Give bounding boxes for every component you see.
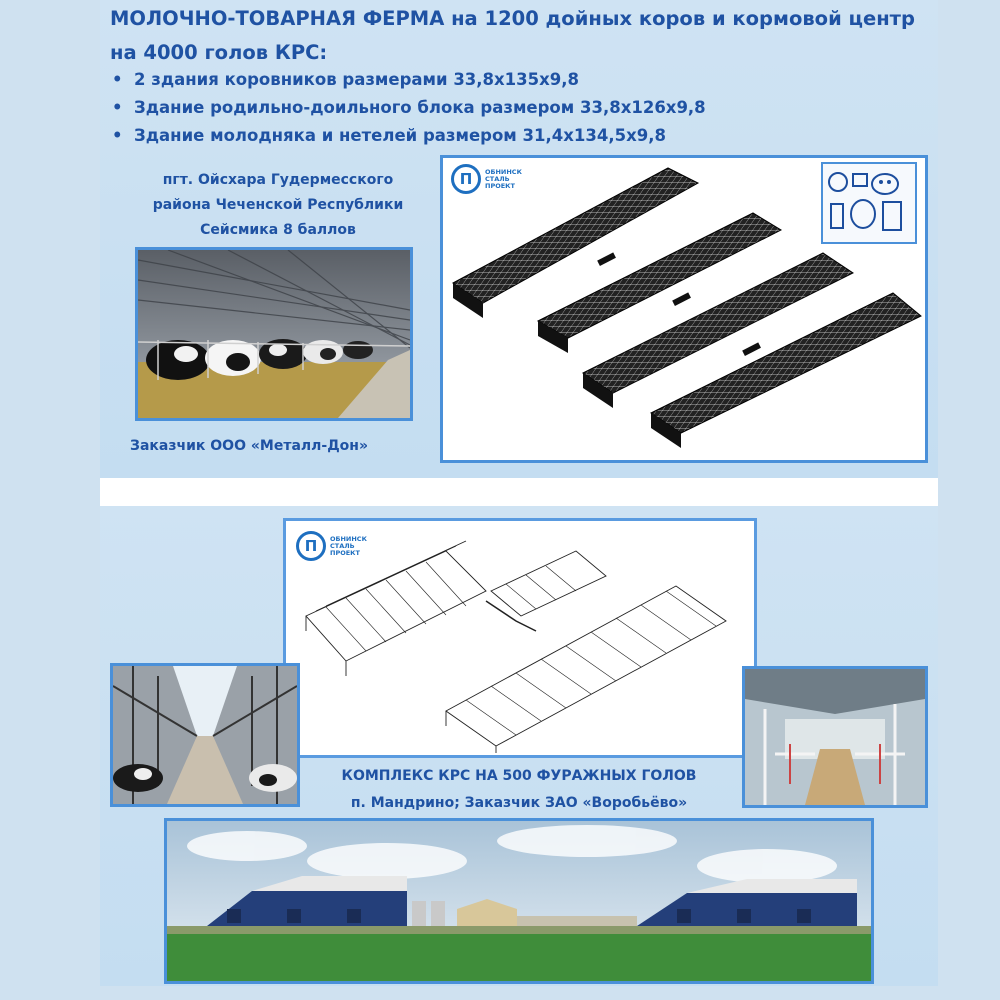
logo-text: ОБНИНСК СТАЛЬ ПРОЕКТ	[330, 534, 367, 557]
logo-icon: П	[451, 164, 481, 194]
list-item: • Здание родильно-доильного блока размером 33,8х126х9,8	[112, 98, 706, 117]
farm-exterior-photo	[164, 818, 874, 984]
caption-line-1: КОМПЛЕКС КРС НА 500 ФУРАЖНЫХ ГОЛОВ	[341, 768, 697, 784]
cow-barn-photo	[135, 247, 413, 421]
logo-icon: П	[296, 531, 326, 561]
location-text: пгт. Ойсхара Гудермесского района Чеченской Республики Сейсмика 8 баллов	[152, 172, 404, 238]
building-list	[112, 66, 706, 150]
customer-text: Заказчик ООО «Металл-Дон»	[130, 438, 369, 454]
top-slide	[100, 0, 938, 478]
caption-line-2: п. Мандрино; Заказчик ЗАО «Воробьёво»	[350, 795, 688, 811]
logo-text: ОБНИНСК СТАЛЬ ПРОЕКТ	[485, 167, 522, 190]
list-item: • 2 здания коровников размерами 33,8х135х9,8	[112, 70, 579, 89]
page-title: МОЛОЧНО-ТОВАРНАЯ ФЕРМА на 1200 дойных коров и кормовой центр на 4000 голов КРС:	[110, 7, 915, 64]
slide-separator	[100, 478, 938, 506]
farm-icons-logo	[821, 162, 917, 244]
complex-caption	[100, 763, 938, 817]
bottom-slide	[100, 506, 938, 986]
list-item: • Здание молодняка и нетелей размером 31,4х134,5х9,8	[112, 126, 666, 145]
steel-frame-drawing	[440, 155, 928, 463]
complex-frame-drawing	[283, 518, 757, 758]
